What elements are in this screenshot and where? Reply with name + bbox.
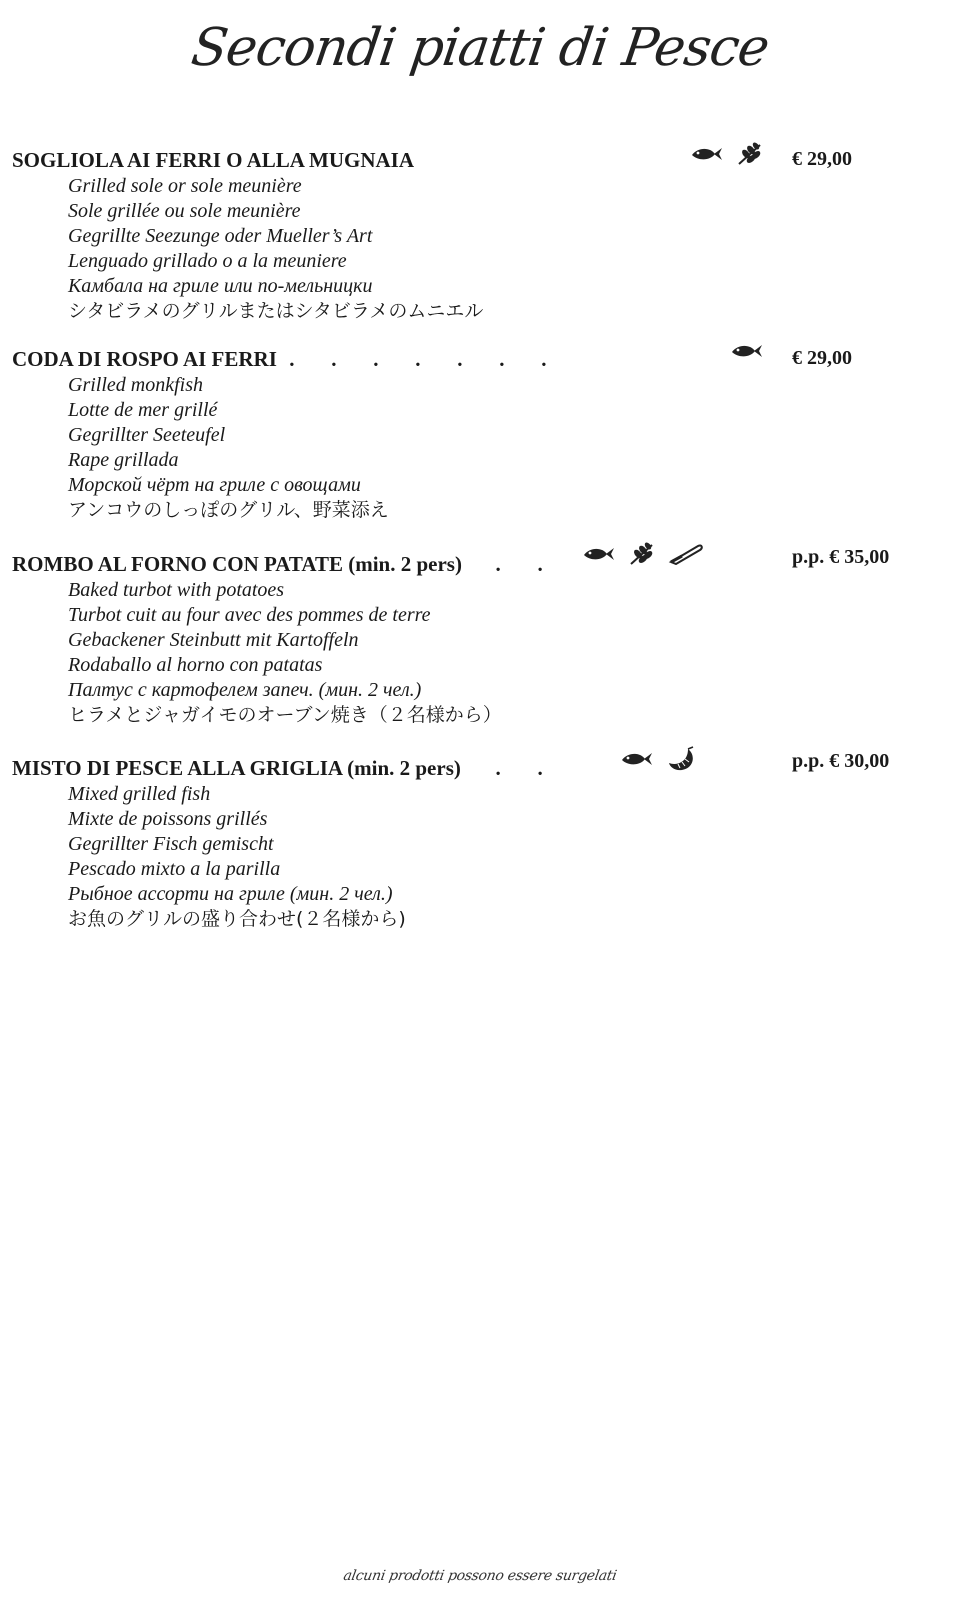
dish-icons <box>582 542 704 566</box>
wheat-icon <box>628 542 656 566</box>
translation-ru: Палтус с картофелем запеч. (мин. 2 чел.) <box>68 679 422 701</box>
translation-de: Gegrillter Fisch gemischt <box>68 833 274 855</box>
translation-fr: Lotte de mer grillé <box>68 399 218 421</box>
translation-fr: Sole grillée ou sole meunière <box>68 200 301 222</box>
translation-en: Grilled monkfish <box>68 374 203 396</box>
leader-dots: . . . . . . . <box>284 347 547 371</box>
knife-icon <box>668 543 704 565</box>
translation-en: Baked turbot with potatoes <box>68 579 285 601</box>
dish-name: SOGLIOLA AI FERRI O ALLA MUGNAIA <box>12 148 414 172</box>
translation-es: Rape grillada <box>68 449 179 471</box>
dish-translations <box>68 373 389 523</box>
dish-price: € 29,00 <box>792 148 852 170</box>
translation-en: Grilled sole or sole meunière <box>68 175 302 197</box>
leader-dots: . . <box>464 552 543 576</box>
footer-note: alcuni prodotti possono essere surgelati <box>342 1568 618 1584</box>
translation-de: Gegrillte Seezunge oder Mueller’s Art <box>68 225 373 247</box>
translation-fr: Turbot cuit au four avec des pommes de terre <box>68 604 431 626</box>
dish-translations <box>68 782 406 932</box>
dish-price: € 29,00 <box>792 347 852 369</box>
fish-icon <box>730 341 764 361</box>
translation-ru: Рыбное ассорти на гриле (мин. 2 чел.) <box>68 883 393 905</box>
dish-price: p.p. € 30,00 <box>792 750 890 772</box>
dish-name: CODA DI ROSPO AI FERRI <box>12 347 277 371</box>
translation-de: Gegrillter Seeteufel <box>68 424 226 446</box>
wheat-icon <box>736 142 764 166</box>
dish-translations <box>68 578 502 728</box>
translation-ja: シタビラメのグリルまたはシタビラメのムニエル <box>68 300 484 322</box>
dish-price: p.p. € 35,00 <box>792 546 890 568</box>
translation-fr: Mixte de poissons grillés <box>68 808 268 830</box>
translation-de: Gebackener Steinbutt mit Kartoffeln <box>68 629 359 651</box>
translation-ja: お魚のグリルの盛り合わせ(２名様から) <box>68 908 406 930</box>
dish-icons <box>730 341 764 361</box>
translation-es: Lenguado grillado o a la meuniere <box>68 250 347 272</box>
translation-ja: ヒラメとジャガイモのオーブン焼き（２名様から） <box>68 704 502 726</box>
fish-icon <box>690 144 724 164</box>
translation-es: Rodaballo al horno con patatas <box>68 654 323 676</box>
leader-dots: . . <box>464 756 543 780</box>
translation-ru: Камбала на гриле или по-мельницки <box>68 275 373 297</box>
translation-ru: Морской чёрт на гриле с овощами <box>68 474 361 496</box>
dish-icons <box>690 142 764 166</box>
dish-translations <box>68 174 483 324</box>
fish-icon <box>582 544 616 564</box>
translation-es: Pescado mixto a la parilla <box>68 858 281 880</box>
page-title: Secondi piatti di Pesce <box>187 18 773 78</box>
translation-ja: アンコウのしっぽのグリル、野菜添え <box>68 499 389 521</box>
shrimp-icon <box>666 746 696 772</box>
fish-icon <box>620 749 654 769</box>
translation-en: Mixed grilled fish <box>68 783 211 805</box>
dish-name: MISTO DI PESCE ALLA GRIGLIA (min. 2 pers) <box>12 756 461 780</box>
dish-icons <box>620 746 696 772</box>
dish-name: ROMBO AL FORNO CON PATATE (min. 2 pers) <box>12 552 462 576</box>
